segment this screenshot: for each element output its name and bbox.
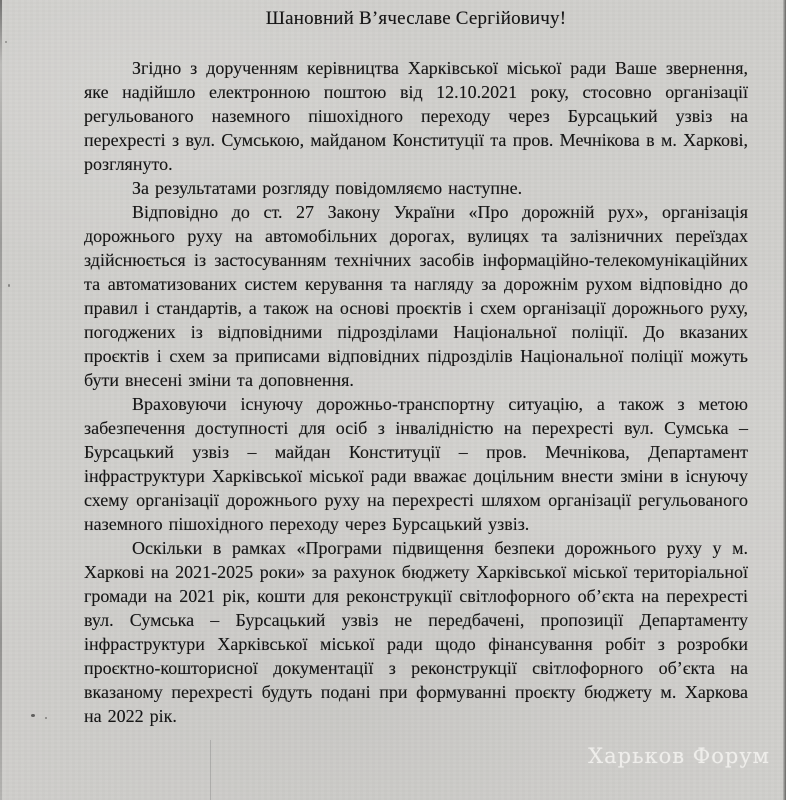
watermark-text: Харьков Форум — [588, 744, 770, 768]
scan-speck-artifact — [45, 717, 47, 719]
paragraph-law-reference: Відповідно до ст. 27 Закону України «Про дорожній рух», організація дорожнього руху на автомобільних дорогах, вулицях та залізничних переїздах здійснюється із застосуванням технічних засобів інформаційно-телекомунікаційних та автоматизованих систем керування та нагляду за дорожнім рухом відповідно до правил і стандартів, а також на основі проєктів і схем організації дорожнього руху, погоджених із відповідними підрозділами Національної поліції. До вказаних проєктів і схем за приписами відповідних підрозділів Національної поліції можуть бути внесені зміни та доповнення. — [84, 202, 748, 390]
paragraph-results-note: За результатами розгляду повідомляємо наступне. — [132, 178, 523, 198]
paragraph-budget: Оскільки в рамках «Програми підвищення безпеки дорожнього руху у м. Харкові на 2021-2025 роки» за рахунок бюджету Харківської міської територіальної громади на 2021 рік, кошти для реконструкції світлофорного об’єкта на перехресті вул. Сумська – Бурсацький узвіз не передбачені, пропозиції Департаменту інфраструктури Харківської міської ради щодо фінансування робіт з розробки проєктно-кошторисної документації з реконструкції світлофорного об’єкта на вказаному перехресті будуть подані при формуванні проєкту бюджету м. Харкова на 2022 рік. — [84, 538, 748, 726]
salutation-line: Шановний В’ячеславе Сергійовичу! — [265, 8, 567, 29]
paragraph-department-position: Враховуючи існуючу дорожньо-транспортну ситуацію, а також з метою забезпечення доступності для осіб з інвалідністю на перехресті вул. Сумська – Бурсацький узвіз – майдан Конституції – пров. Мечнікова, Департамент інфраструктури Харківської міської ради вважає доцільним внести зміни в існуючу схему організації дорожнього руху на перехресті шляхом організації регульованого наземного пішохідного переходу через Бурсацький узвіз. — [84, 394, 748, 534]
paper-crease-artifact — [210, 740, 211, 800]
scan-speck-artifact — [5, 41, 7, 43]
paragraph-intro: Згідно з дорученням керівництва Харківської міської ради Ваше звернення, яке надійшло електронною поштою від 12.10.2021 року, стосовно організації регульованого наземного пішохідного переходу через Бурсацький узвіз на перехресті з вул. Сумською, майданом Конституції та пров. Мечнікова в м. Харкові, розглянуто. — [84, 58, 748, 174]
scan-edge-left-artifact — [0, 0, 2, 800]
scan-speck-artifact — [8, 284, 10, 287]
scan-speck-artifact — [31, 714, 35, 717]
letter-body — [84, 6, 748, 728]
